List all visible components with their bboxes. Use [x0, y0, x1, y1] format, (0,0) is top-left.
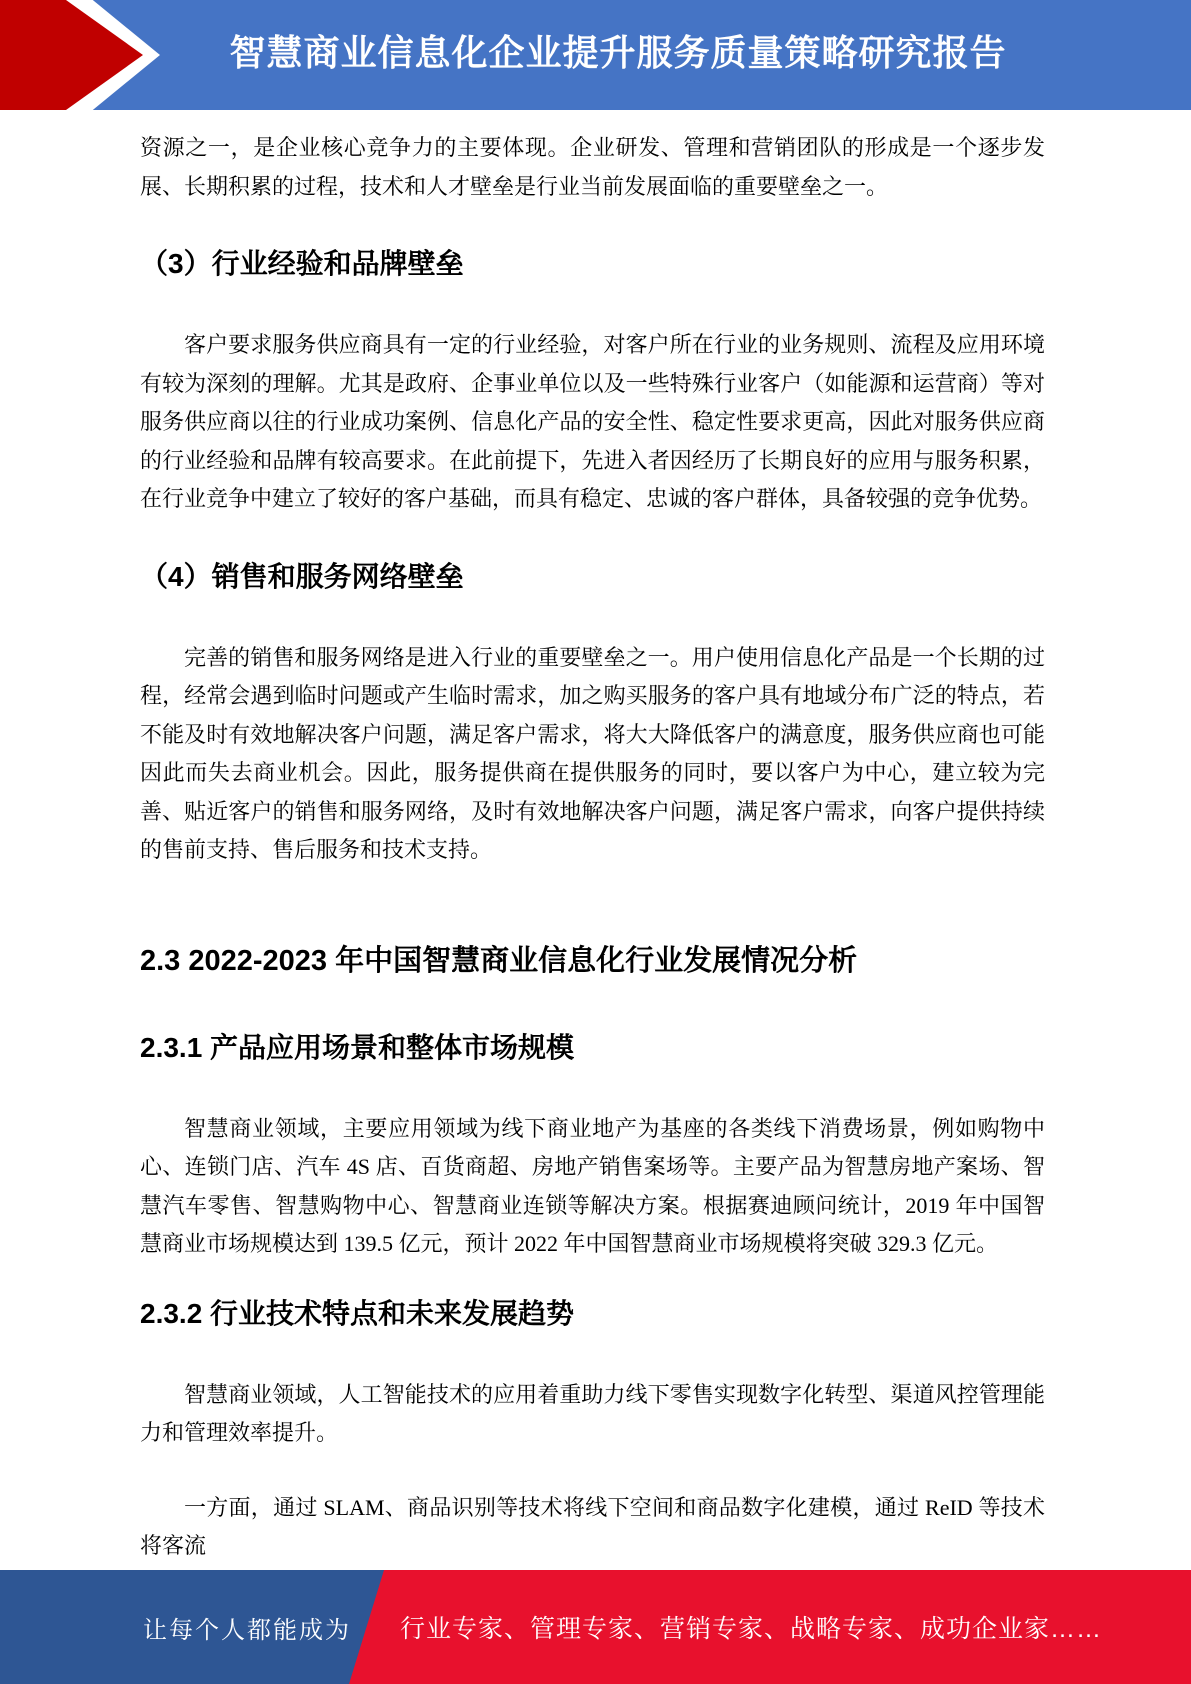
- heading-section-2-3-2: 2.3.2 行业技术特点和未来发展趋势: [140, 1297, 575, 1329]
- paragraph-ai-application: 智慧商业领域，人工智能技术的应用着重助力线下零售实现数字化转型、渠道风控管理能力和管理效率提升。: [140, 1381, 1045, 1445]
- paragraph-market-scale: 智慧商业领域，主要应用领域为线下商业地产为基座的各类线下消费场景，例如购物中心、连锁门店、汽车 4S 店、百货商超、房地产销售案场等。主要产品为智慧房地产案场、智慧汽车零售、智慧购物中心、智慧商业连锁等解决方案。根据赛迪顾问统计，2019 年中国智慧商业市场规模达到 139.5 亿元，预计 2022 年中国智慧商业市场规模将突破 329.3 亿元。: [140, 1115, 1045, 1256]
- footer-slogan-left: 让每个人都能成为: [143, 1616, 351, 1644]
- paragraph-industry-experience-brand-barrier: 客户要求服务供应商具有一定的行业经验，对客户所在行业的业务规则、流程及应用环境有较为深刻的理解。尤其是政府、企事业单位以及一些特殊行业客户（如能源和运营商）等对服务供应商以往的行业成功案例、信息化产品的安全性、稳定性要求更高，因此对服务供应商的行业经验和品牌有较高要求。在此前提下，先进入者因经历了长期良好的应用与服务积累，在行业竞争中建立了较好的客户基础，而具有稳定、忠诚的客户群体，具备较强的竞争优势。: [140, 332, 1045, 511]
- heading-industry-experience-brand-barrier: （3）行业经验和品牌壁垒: [140, 248, 464, 279]
- heading-section-2-3: 2.3 2022-2023 年中国智慧商业信息化行业发展情况分析: [140, 944, 858, 977]
- paragraph-continuation: 资源之一，是企业核心竞争力的主要体现。企业研发、管理和营销团队的形成是一个逐步发展、长期积累的过程，技术和人才壁垒是行业当前发展面临的重要壁垒之一。: [140, 135, 1045, 199]
- paragraph-sales-service-network-barrier: 完善的销售和服务网络是进入行业的重要壁垒之一。用户使用信息化产品是一个长期的过程，经常会遇到临时问题或产生临时需求，加之购买服务的客户具有地域分布广泛的特点，若不能及时有效地解决客户问题，满足客户需求，将大大降低客户的满意度，服务供应商也可能因此而失去商业机会。因此，服务提供商在提供服务的同时，要以客户为中心，建立较为完善、贴近客户的销售和服务网络，及时有效地解决客户问题，满足客户需求，向客户提供持续的售前支持、售后服务和技术支持。: [140, 644, 1045, 862]
- paragraph-slam-reid: 一方面，通过 SLAM、商品识别等技术将线下空间和商品数字化建模，通过 ReID 等技术将客流: [140, 1494, 1045, 1558]
- footer-slogan-right: 行业专家、管理专家、营销专家、战略专家、成功企业家……: [400, 1615, 1103, 1643]
- report-title: 智慧商业信息化企业提升服务质量策略研究报告: [229, 31, 1007, 73]
- header-banner: [0, 0, 1191, 110]
- heading-section-2-3-1: 2.3.1 产品应用场景和整体市场规模: [140, 1031, 575, 1063]
- page-body: [0, 110, 1191, 1600]
- page-footer: [0, 1570, 1191, 1684]
- heading-sales-service-network-barrier: （4）销售和服务网络壁垒: [140, 560, 464, 592]
